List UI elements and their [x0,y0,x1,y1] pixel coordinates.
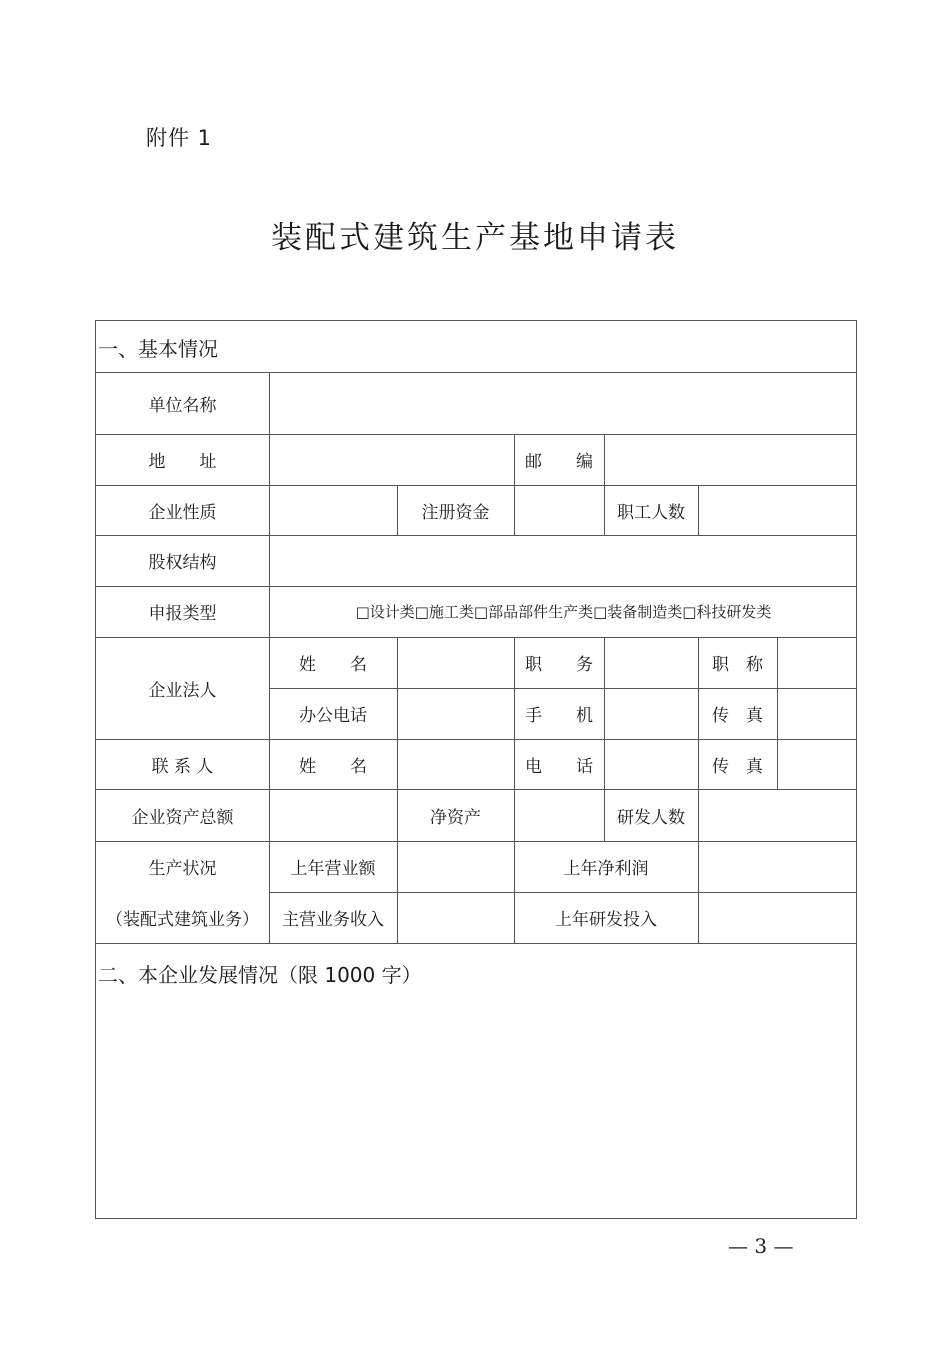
label-rd-staff: 研发人数 [617,807,685,828]
field-development-description[interactable] [96,993,857,1218]
page-number: — 3 — [728,1234,794,1258]
field-enterprise-nature[interactable] [270,486,397,535]
label-production-status: 生产状况 [148,859,217,879]
application-form [95,320,857,1219]
field-legal-person-name[interactable] [398,638,514,688]
field-legal-person-position[interactable] [605,638,698,688]
application-type-options[interactable]: □设计类□施工类□部品部件生产类□装备制造类□科技研发类 [355,603,772,621]
label-enterprise-nature: 企业性质 [148,502,217,523]
field-contact-name[interactable] [398,740,514,789]
label-legal-person-name: 姓 名 [299,655,367,675]
field-address[interactable] [270,435,514,485]
field-rd-staff[interactable] [699,790,857,841]
label-last-year-rd-investment: 上年研发投入 [555,910,657,930]
label-registered-capital: 注册资金 [421,502,490,523]
field-legal-person-title[interactable] [778,638,857,688]
label-contact-name: 姓 名 [299,756,367,777]
label-last-year-revenue: 上年营业额 [290,859,376,879]
label-application-type: 申报类型 [148,604,217,624]
field-total-assets[interactable] [270,790,397,841]
field-equity-structure[interactable] [270,536,857,586]
label-legal-person-fax: 传 真 [712,706,763,726]
label-postcode: 邮 编 [525,452,593,472]
field-last-year-net-profit[interactable] [699,842,857,892]
label-net-assets: 净资产 [430,807,481,828]
form-title: 装配式建筑生产基地申请表 [271,220,679,256]
label-unit-name: 单位名称 [148,395,217,416]
field-last-year-rd-investment[interactable] [699,893,857,943]
label-equity-structure: 股权结构 [148,553,217,573]
field-contact-phone[interactable] [605,740,698,789]
label-last-year-net-profit: 上年净利润 [563,859,649,879]
label-total-assets: 企业资产总额 [131,807,234,828]
label-address: 地 址 [148,452,217,472]
label-production-sub: （装配式建筑业务） [106,910,259,930]
section-development: 二、本企业发展情况（限 1000 字） [98,963,422,987]
section-basic-info: 一、基本情况 [98,337,218,361]
label-mobile: 手 机 [525,706,593,726]
label-staff-count: 职工人数 [617,502,685,523]
label-office-phone: 办公电话 [299,706,367,726]
field-last-year-revenue[interactable] [398,842,514,892]
label-contact-phone: 电 话 [525,756,593,777]
field-office-phone[interactable] [398,689,514,739]
field-postcode[interactable] [605,435,857,485]
label-legal-person-position: 职 务 [525,655,593,675]
label-legal-person-title: 职 称 [712,655,763,675]
label-legal-person: 企业法人 [148,680,217,701]
field-main-business-revenue[interactable] [398,893,514,943]
field-legal-person-fax[interactable] [778,689,857,739]
field-registered-capital[interactable] [515,486,604,535]
field-contact-fax[interactable] [778,740,857,789]
attachment-label: 附件 1 [146,126,213,150]
field-mobile[interactable] [605,689,698,739]
field-staff-count[interactable] [699,486,857,535]
field-net-assets[interactable] [515,790,604,841]
label-contact-person: 联 系 人 [151,756,214,777]
label-contact-fax: 传 真 [712,756,763,777]
label-main-business-revenue: 主营业务收入 [282,910,384,930]
field-unit-name[interactable] [270,373,857,434]
